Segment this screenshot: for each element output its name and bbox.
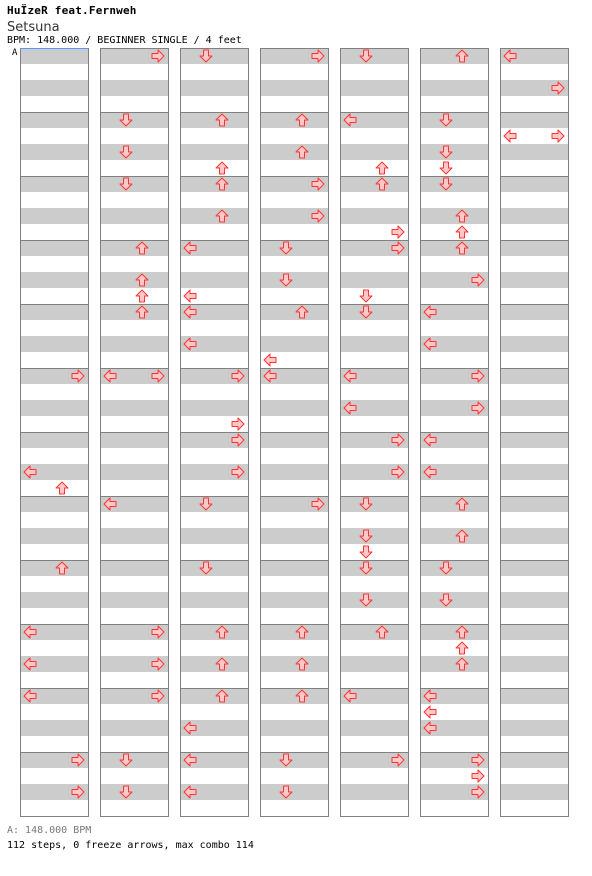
beat-stripe bbox=[260, 80, 328, 96]
beat-stripe bbox=[420, 80, 488, 96]
arrow-left-icon bbox=[264, 354, 276, 366]
beat-stripe bbox=[100, 176, 168, 192]
beat-stripe bbox=[420, 560, 488, 576]
beat-stripe bbox=[340, 528, 408, 544]
beat-stripe bbox=[420, 240, 488, 256]
beat-stripe bbox=[180, 688, 248, 704]
beat-stripe bbox=[420, 48, 488, 64]
beat-stripe bbox=[100, 400, 168, 416]
beat-stripe bbox=[500, 720, 568, 736]
beat-stripe bbox=[100, 784, 168, 800]
beat-stripe bbox=[500, 592, 568, 608]
beat-stripe bbox=[260, 432, 328, 448]
beat-stripe bbox=[500, 656, 568, 672]
beat-stripe bbox=[100, 144, 168, 160]
beat-stripe bbox=[180, 80, 248, 96]
beat-stripe bbox=[260, 752, 328, 768]
beat-stripe bbox=[100, 272, 168, 288]
beat-stripe bbox=[500, 400, 568, 416]
beat-stripe bbox=[500, 752, 568, 768]
beat-stripe bbox=[180, 112, 248, 128]
beat-stripe bbox=[420, 144, 488, 160]
beat-stripe bbox=[20, 304, 88, 320]
beat-stripe bbox=[500, 112, 568, 128]
beat-stripe bbox=[500, 176, 568, 192]
beat-stripe bbox=[180, 176, 248, 192]
beat-stripe bbox=[260, 624, 328, 640]
beat-stripe bbox=[340, 336, 408, 352]
beat-stripe bbox=[340, 496, 408, 512]
beat-stripe bbox=[100, 528, 168, 544]
beat-stripe bbox=[20, 112, 88, 128]
beat-stripe bbox=[100, 304, 168, 320]
arrow-left-icon bbox=[504, 130, 516, 142]
beat-stripe bbox=[500, 688, 568, 704]
beat-stripe bbox=[340, 304, 408, 320]
song-title: Setsuna bbox=[7, 20, 60, 35]
beat-stripe bbox=[260, 720, 328, 736]
beat-stripe bbox=[340, 272, 408, 288]
beat-stripe bbox=[500, 304, 568, 320]
beat-stripe bbox=[260, 560, 328, 576]
beat-stripe bbox=[20, 432, 88, 448]
beat-stripe bbox=[180, 560, 248, 576]
beat-stripe bbox=[260, 400, 328, 416]
beat-stripe bbox=[500, 336, 568, 352]
arrow-down-icon bbox=[360, 290, 372, 302]
beat-stripe bbox=[20, 400, 88, 416]
beat-stripe bbox=[500, 208, 568, 224]
song-artist: HuΪzeR feat.Fernweh bbox=[7, 4, 137, 17]
beat-stripe bbox=[20, 336, 88, 352]
arrow-up-icon bbox=[456, 642, 468, 654]
beat-stripe bbox=[180, 656, 248, 672]
beat-stripe bbox=[20, 240, 88, 256]
beat-stripe bbox=[260, 464, 328, 480]
beat-stripe bbox=[180, 528, 248, 544]
arrow-up-icon bbox=[56, 482, 68, 494]
arrow-right-icon bbox=[392, 226, 404, 238]
beat-stripe bbox=[340, 592, 408, 608]
step-stats: 112 steps, 0 freeze arrows, max combo 114 bbox=[7, 840, 254, 851]
beat-stripe bbox=[260, 784, 328, 800]
beat-stripe bbox=[340, 80, 408, 96]
beat-stripe bbox=[100, 208, 168, 224]
bpm-section-marker: A bbox=[12, 48, 18, 58]
beat-stripe bbox=[260, 592, 328, 608]
beat-stripe bbox=[100, 80, 168, 96]
beat-stripe bbox=[420, 208, 488, 224]
arrow-down-icon bbox=[440, 162, 452, 174]
arrow-right-icon bbox=[552, 130, 564, 142]
arrow-right-icon bbox=[232, 418, 244, 430]
beat-stripe bbox=[340, 624, 408, 640]
beat-stripe bbox=[260, 304, 328, 320]
beat-stripe bbox=[420, 624, 488, 640]
beat-stripe bbox=[500, 464, 568, 480]
chart-notes bbox=[24, 50, 564, 798]
beat-stripe bbox=[20, 48, 88, 64]
arrow-up-icon bbox=[136, 290, 148, 302]
beat-stripe bbox=[340, 560, 408, 576]
beat-stripe bbox=[500, 272, 568, 288]
beat-stripe bbox=[100, 464, 168, 480]
arrow-up-icon bbox=[456, 226, 468, 238]
beat-stripe bbox=[100, 112, 168, 128]
beat-stripe bbox=[180, 496, 248, 512]
beat-stripe bbox=[500, 784, 568, 800]
beat-stripe bbox=[500, 624, 568, 640]
beat-stripe bbox=[420, 112, 488, 128]
beat-stripe bbox=[260, 112, 328, 128]
bpm-summary: A: 148.000 BPM bbox=[7, 825, 92, 836]
beat-stripe bbox=[420, 496, 488, 512]
arrow-up-icon bbox=[376, 162, 388, 174]
beat-stripe bbox=[180, 272, 248, 288]
beat-stripe bbox=[340, 656, 408, 672]
beat-stripe bbox=[340, 208, 408, 224]
beat-stripe bbox=[340, 784, 408, 800]
beat-stripe bbox=[180, 592, 248, 608]
beat-stripe bbox=[20, 144, 88, 160]
beat-stripe bbox=[180, 48, 248, 64]
beat-stripe bbox=[500, 144, 568, 160]
beat-stripe bbox=[20, 560, 88, 576]
arrow-right-icon bbox=[472, 770, 484, 782]
chart-info: BPM: 148.000 / BEGINNER SINGLE / 4 feet bbox=[7, 35, 242, 46]
arrow-up-icon bbox=[216, 162, 228, 174]
beat-stripe bbox=[20, 176, 88, 192]
beat-stripe bbox=[500, 240, 568, 256]
beat-stripe bbox=[20, 496, 88, 512]
beat-stripe bbox=[420, 656, 488, 672]
beat-stripe bbox=[260, 528, 328, 544]
beat-stripe bbox=[500, 432, 568, 448]
beat-stripe bbox=[500, 496, 568, 512]
arrow-left-icon bbox=[424, 706, 436, 718]
beat-stripe bbox=[100, 336, 168, 352]
beat-stripe bbox=[100, 752, 168, 768]
beat-stripe bbox=[420, 176, 488, 192]
beat-stripe bbox=[260, 656, 328, 672]
beat-stripe bbox=[100, 560, 168, 576]
beat-stripe bbox=[180, 400, 248, 416]
arrow-left-icon bbox=[184, 290, 196, 302]
beat-stripe bbox=[180, 624, 248, 640]
beat-stripe bbox=[180, 208, 248, 224]
beat-stripe bbox=[100, 240, 168, 256]
beat-stripe bbox=[20, 592, 88, 608]
beat-stripe bbox=[180, 144, 248, 160]
beat-stripe bbox=[20, 720, 88, 736]
beat-stripe bbox=[260, 336, 328, 352]
beat-stripe bbox=[500, 368, 568, 384]
arrow-down-icon bbox=[360, 546, 372, 558]
beat-stripe bbox=[340, 144, 408, 160]
beat-stripe bbox=[20, 80, 88, 96]
beat-stripe bbox=[20, 528, 88, 544]
beat-stripe bbox=[500, 528, 568, 544]
beat-stripe bbox=[260, 144, 328, 160]
beat-stripe bbox=[100, 720, 168, 736]
beat-stripe bbox=[20, 208, 88, 224]
beat-stripe bbox=[260, 240, 328, 256]
beat-stripe bbox=[100, 432, 168, 448]
beat-stripe bbox=[260, 688, 328, 704]
beat-stripe bbox=[500, 560, 568, 576]
beat-stripe bbox=[340, 48, 408, 64]
beat-stripe bbox=[20, 272, 88, 288]
beat-stripe bbox=[340, 176, 408, 192]
beat-stripe bbox=[260, 272, 328, 288]
beat-stripe bbox=[100, 592, 168, 608]
chart-stripes bbox=[20, 48, 568, 800]
beat-stripe bbox=[340, 720, 408, 736]
beat-stripe bbox=[420, 528, 488, 544]
beat-stripe bbox=[420, 592, 488, 608]
